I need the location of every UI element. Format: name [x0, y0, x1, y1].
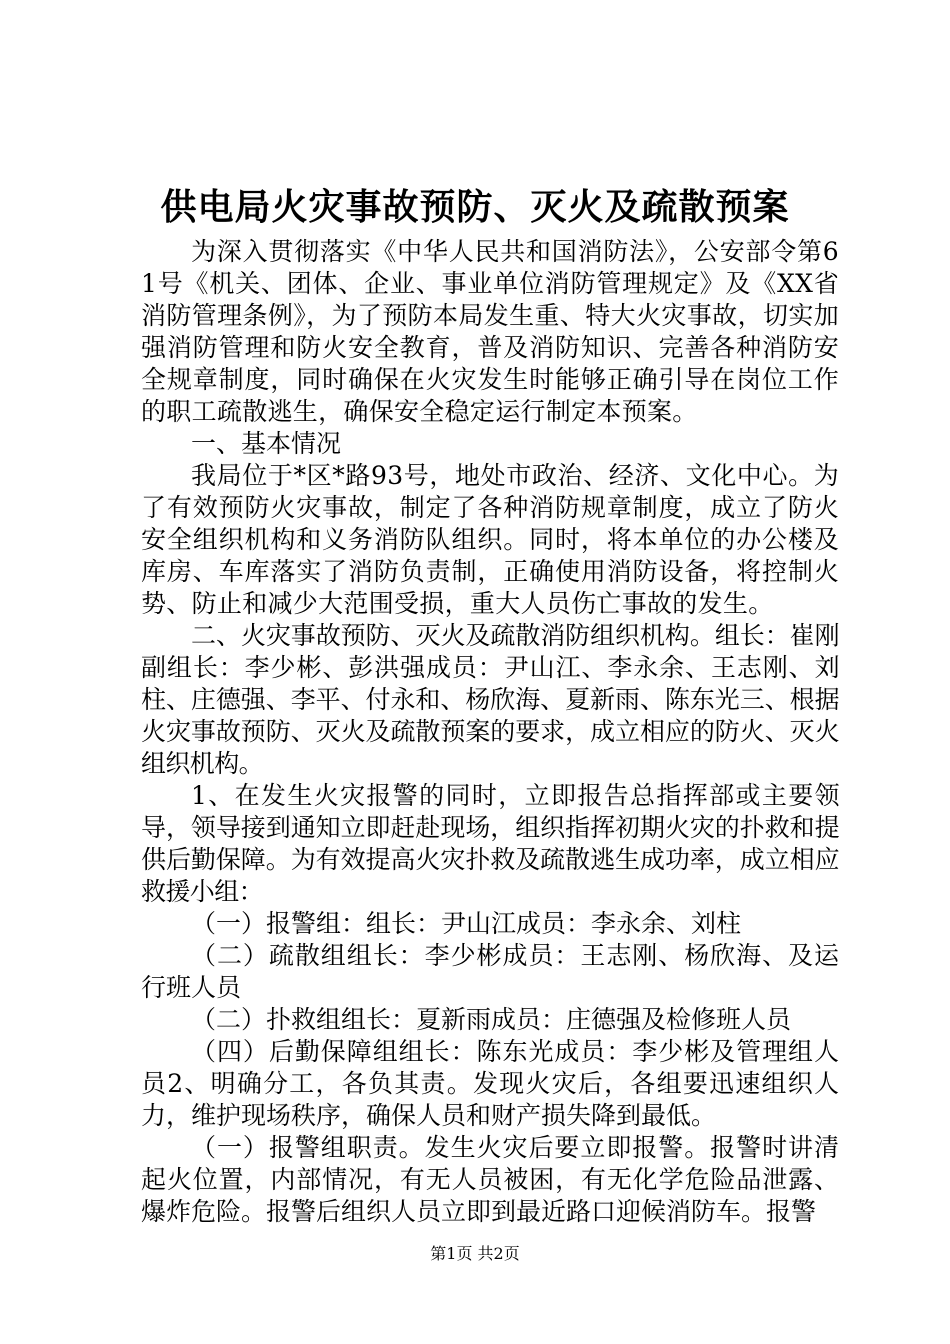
document-body — [141, 236, 839, 1228]
paragraph-alarm-group: （一）报警组：组长：尹山江成员：李永余、刘柱 — [191, 909, 742, 938]
paragraph-intro: 为深入贯彻落实《中华人民共和国消防法》，公安部令第61号《机关、团体、企业、事业单位消防管理规定》及《XX省消防管理条例》，为了预防本局发生重、特大火灾事故，切实加强消防管理和防火安全教育，普及消防知识、完善各种消防安全规章制度，同时确保在火灾发生时能够正确引导在岗位工作的职工疏散逃生，确保安全稳定运行制定本预案。 — [141, 237, 839, 426]
paragraph-rescue-groups: 1、在发生火灾报警的同时，立即报告总指挥部或主要领导，领导接到通知立即赶赴现场，组织指挥初期火灾的扑救和提供后勤保障。为有效提高火灾扑救及疏散逃生成功率，成立相应救援小组： — [141, 781, 839, 906]
document-title: 供电局火灾事故预防、灭火及疏散预案 — [160, 186, 790, 228]
paragraph-organization: 二、火灾事故预防、灭火及疏散消防组织机构。组长：崔刚副组长：李少彬、彭洪强成员：尹山江、李永余、王志刚、刘柱、庄德强、李平、付永和、杨欣海、夏新雨、陈东光三、根据火灾事故预防、灭火及疏散预案的要求，成立相应的防火、灭火组织机构。 — [141, 621, 839, 778]
paragraph-alarm-duties: （一）报警组职责。发生火灾后要立即报警。报警时讲清起火位置，内部情况，有无人员被困，有无化学危险品泄露、爆炸危险。报警后组织人员立即到最近路口迎候消防车。报警 — [141, 1133, 839, 1226]
page-footer: 第1页 共2页 — [430, 1244, 520, 1263]
paragraph-basic-info: 我局位于*区*路93号，地处市政治、经济、文化中心。为了有效预防火灾事故，制定了各种消防规章制度，成立了防火安全组织机构和义务消防队组织。同时，将本单位的办公楼及库房、车库落实了消防负责制，正确使用消防设备，将控制火势、防止和减少大范围受损，重大人员伤亡事故的发生。 — [141, 461, 839, 618]
paragraph-evacuation-group: （二）疏散组组长：李少彬成员：王志刚、杨欣海、及运行班人员 — [141, 941, 839, 1002]
paragraph-logistics-group: （四）后勤保障组组长：陈东光成员：李少彬及管理组人员2、明确分工，各负其责。发现火灾后，各组要迅速组织人力，维护现场秩序，确保人员和财产损失降到最低。 — [141, 1037, 839, 1130]
paragraph-firefighting-group: （二）扑救组组长：夏新雨成员：庄德强及检修班人员 — [191, 1005, 792, 1034]
section-heading-basic-info: 一、基本情况 — [191, 429, 342, 458]
